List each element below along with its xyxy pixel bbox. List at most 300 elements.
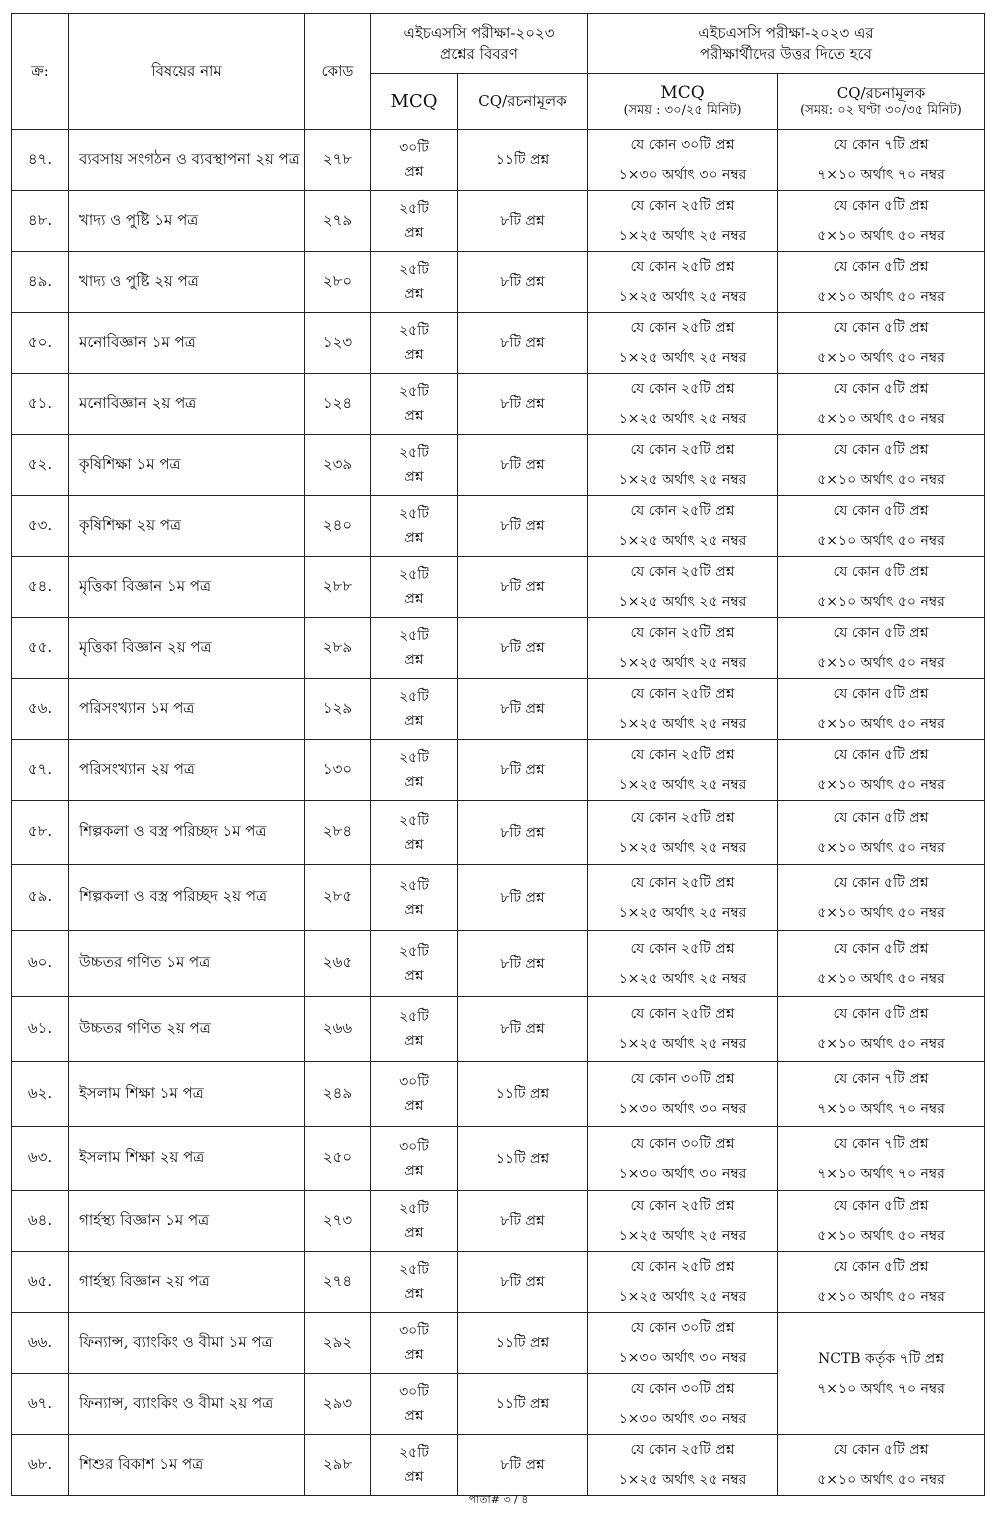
serial-cell: ৫৭. bbox=[12, 740, 69, 801]
mcq-count-cell-line1: ৩০টি bbox=[399, 1074, 429, 1090]
answer-cq-cell-line2: ৭×১০ অর্থাৎ ৭০ নম্বর bbox=[817, 1380, 945, 1397]
cq-count-cell: ৮টি প্রশ্ন bbox=[458, 618, 588, 679]
cq-count-cell: ৮টি প্রশ্ন bbox=[458, 1435, 588, 1496]
answer-cq-cell bbox=[778, 1313, 985, 1435]
answer-cq-cell bbox=[778, 435, 985, 496]
mcq-count-cell-line2: প্রশ্ন bbox=[404, 1347, 424, 1363]
answer-cq-cell-line1: যে কোন ৫টি প্রশ্ন bbox=[833, 809, 929, 826]
mcq-count-cell bbox=[371, 997, 458, 1062]
answer-mcq-cell bbox=[588, 435, 778, 496]
serial-cell: ৪৭. bbox=[12, 130, 69, 191]
table-row bbox=[12, 1062, 985, 1127]
table-row bbox=[12, 1127, 985, 1191]
subject-cell: উচ্চতর গণিত ২য় পত্র bbox=[69, 997, 305, 1062]
subject-cell: শিশুর বিকাশ ১ম পত্র bbox=[69, 1435, 305, 1496]
table-row bbox=[12, 865, 985, 931]
answer-mcq-cell bbox=[588, 740, 778, 801]
cq-count-cell: ৮টি প্রশ্ন bbox=[458, 252, 588, 313]
cq-count-cell: ৮টি প্রশ্ন bbox=[458, 313, 588, 374]
answer-cq-cell-line1: যে কোন ৫টি প্রশ্ন bbox=[833, 320, 929, 336]
answer-mcq-cell-line2: ১×২৫ অর্থাৎ ২৫ নম্বর bbox=[618, 533, 747, 549]
answer-cq-cell-line1: যে কোন ৭টি প্রশ্ন bbox=[833, 1071, 929, 1087]
table-row bbox=[12, 252, 985, 313]
answer-mcq-cell bbox=[588, 1062, 778, 1127]
table-row bbox=[12, 1252, 985, 1313]
mcq-count-cell-line2: প্রশ্ন bbox=[404, 836, 424, 853]
answer-cq-cell-line1: যে কোন ৫টি প্রশ্ন bbox=[833, 1006, 929, 1022]
header-group1-line1: এইচএসসি পরীক্ষা-২০২৩ bbox=[403, 23, 555, 42]
cq-count-cell: ১১টি প্রশ্ন bbox=[458, 1127, 588, 1191]
mcq-count-cell-line1: ২৫টি bbox=[399, 1262, 429, 1278]
table-row bbox=[12, 435, 985, 496]
answer-mcq-cell-line1: যে কোন ২৫টি প্রশ্ন bbox=[630, 442, 735, 458]
mcq-count-cell bbox=[371, 374, 458, 435]
mcq-count-cell bbox=[371, 931, 458, 997]
header-cq: CQ/রচনামূলক bbox=[458, 74, 588, 130]
answer-cq-cell bbox=[778, 618, 985, 679]
mcq-count-cell-line2: প্রশ্ন bbox=[404, 1286, 424, 1302]
mcq-count-cell bbox=[371, 496, 458, 557]
answer-mcq-cell bbox=[588, 130, 778, 191]
answer-mcq-cell-line1: যে কোন ২৫টি প্রশ্ন bbox=[630, 381, 735, 397]
answer-mcq-cell-line2: ১×২৫ অর্থাৎ ২৫ নম্বর bbox=[618, 839, 747, 856]
mcq-count-cell-line1: ৩০টি bbox=[399, 1323, 429, 1339]
table-row bbox=[12, 1191, 985, 1252]
code-cell: ২৮৮ bbox=[305, 557, 371, 618]
mcq-count-cell-line2: প্রশ্ন bbox=[404, 967, 424, 984]
mcq-count-cell-line1: ২৫টি bbox=[399, 323, 429, 339]
answer-cq-cell-line1: যে কোন ৫টি প্রশ্ন bbox=[833, 874, 929, 891]
answer-cq-cell-line1: যে কোন ৫টি প্রশ্ন bbox=[833, 442, 929, 458]
answer-mcq-cell-line2: ১×২৫ অর্থাৎ ২৫ নম্বর bbox=[618, 970, 747, 987]
answer-mcq-cell-line1: যে কোন ২৫টি প্রশ্ন bbox=[630, 625, 735, 641]
answer-cq-cell-line2: ৫×১০ অর্থাৎ ৫০ নম্বর bbox=[817, 1289, 945, 1305]
answer-cq-cell bbox=[778, 496, 985, 557]
answer-mcq-cell-line2: ১×২৫ অর্থাৎ ২৫ নম্বর bbox=[618, 777, 747, 793]
answer-cq-cell bbox=[778, 679, 985, 740]
answer-mcq-cell-line2: ১×২৫ অর্থাৎ ২৫ নম্বর bbox=[618, 655, 747, 671]
mcq-count-cell-line2: প্রশ্ন bbox=[404, 652, 424, 668]
exam-table bbox=[11, 13, 985, 1496]
header-answer-mcq-time: (সময় : ৩০/২৫ মিনিট) bbox=[623, 102, 742, 118]
cq-count-cell: ৮টি প্রশ্ন bbox=[458, 931, 588, 997]
mcq-count-cell bbox=[371, 557, 458, 618]
answer-cq-cell-line1: যে কোন ৭টি প্রশ্ন bbox=[833, 137, 929, 153]
code-cell: ২৬৫ bbox=[305, 931, 371, 997]
mcq-count-cell-line2: প্রশ্ন bbox=[404, 347, 424, 363]
code-cell: ১৩০ bbox=[305, 740, 371, 801]
answer-cq-cell bbox=[778, 740, 985, 801]
serial-cell: ৫৮. bbox=[12, 801, 69, 865]
serial-cell: ৬৩. bbox=[12, 1127, 69, 1191]
table-row bbox=[12, 313, 985, 374]
answer-mcq-cell bbox=[588, 1313, 778, 1374]
serial-cell: ৪৯. bbox=[12, 252, 69, 313]
subject-cell: মৃত্তিকা বিজ্ঞান ২য় পত্র bbox=[69, 618, 305, 679]
code-cell: ১২৩ bbox=[305, 313, 371, 374]
answer-mcq-cell-line2: ১×২৫ অর্থাৎ ২৫ নম্বর bbox=[618, 411, 747, 427]
mcq-count-cell-line2: প্রশ্ন bbox=[404, 1225, 424, 1241]
subject-cell: শিল্পকলা ও বস্ত্র পরিচ্ছদ ১ম পত্র bbox=[69, 801, 305, 865]
answer-cq-cell-line1: যে কোন ৫টি প্রশ্ন bbox=[833, 1259, 929, 1275]
cq-count-cell: ৮টি প্রশ্ন bbox=[458, 557, 588, 618]
header-serial: ক্র: bbox=[12, 14, 69, 130]
answer-cq-cell-line1: যে কোন ৭টি প্রশ্ন bbox=[833, 1135, 929, 1152]
subject-cell: মৃত্তিকা বিজ্ঞান ১ম পত্র bbox=[69, 557, 305, 618]
cq-count-cell: ৮টি প্রশ্ন bbox=[458, 801, 588, 865]
answer-mcq-cell-line1: যে কোন ৩০টি প্রশ্ন bbox=[630, 137, 735, 153]
table-row bbox=[12, 1313, 985, 1374]
cq-count-cell: ৮টি প্রশ্ন bbox=[458, 374, 588, 435]
answer-cq-cell bbox=[778, 865, 985, 931]
mcq-count-cell-line1: ২৫টি bbox=[399, 201, 429, 217]
mcq-count-cell bbox=[371, 1313, 458, 1374]
subject-cell: ব্যবসায় সংগঠন ও ব্যবস্থাপনা ২য় পত্র bbox=[69, 130, 305, 191]
answer-mcq-cell-line1: যে কোন ২৫টি প্রশ্ন bbox=[630, 874, 735, 891]
mcq-count-cell-line2: প্রশ্ন bbox=[404, 408, 424, 424]
answer-cq-cell-line2: ৫×১০ অর্থাৎ ৫০ নম্বর bbox=[817, 594, 945, 610]
answer-mcq-cell-line1: যে কোন ২৫টি প্রশ্ন bbox=[630, 1259, 735, 1275]
answer-cq-cell-line1: NCTB কর্তৃক ৭টি প্রশ্ন bbox=[817, 1350, 945, 1367]
mcq-count-cell-line1: ২৫টি bbox=[399, 445, 429, 461]
cq-count-cell: ৮টি প্রশ্ন bbox=[458, 865, 588, 931]
code-cell: ২৩৯ bbox=[305, 435, 371, 496]
answer-mcq-cell-line2: ১×২৫ অর্থাৎ ২৫ নম্বর bbox=[618, 1228, 747, 1244]
header-answer-mcq-label: MCQ bbox=[660, 82, 705, 103]
table-row bbox=[12, 740, 985, 801]
subject-cell: পরিসংখ্যান ২য় পত্র bbox=[69, 740, 305, 801]
answer-mcq-cell-line1: যে কোন ২৫টি প্রশ্ন bbox=[630, 1442, 735, 1458]
answer-mcq-cell bbox=[588, 557, 778, 618]
answer-cq-cell-line2: ৫×১০ অর্থাৎ ৫০ নম্বর bbox=[817, 1472, 945, 1488]
answer-cq-cell-line1: যে কোন ৫টি প্রশ্ন bbox=[833, 940, 929, 957]
table-row bbox=[12, 801, 985, 865]
answer-mcq-cell bbox=[588, 1435, 778, 1496]
answer-cq-cell-line2: ৫×১০ অর্থাৎ ৫০ নম্বর bbox=[817, 289, 945, 305]
cq-count-cell: ৮টি প্রশ্ন bbox=[458, 997, 588, 1062]
serial-cell: ৬৫. bbox=[12, 1252, 69, 1313]
answer-mcq-cell-line1: যে কোন ২৫টি প্রশ্ন bbox=[630, 320, 735, 336]
cq-count-cell: ১১টি প্রশ্ন bbox=[458, 1313, 588, 1374]
subject-cell: কৃষিশিক্ষা ২য় পত্র bbox=[69, 496, 305, 557]
answer-mcq-cell-line1: যে কোন ২৫টি প্রশ্ন bbox=[630, 564, 735, 580]
answer-cq-cell-line1: যে কোন ৫টি প্রশ্ন bbox=[833, 198, 929, 214]
answer-cq-cell-line1: যে কোন ৫টি প্রশ্ন bbox=[833, 1198, 929, 1214]
code-cell: ২৭৮ bbox=[305, 130, 371, 191]
serial-cell: ৫২. bbox=[12, 435, 69, 496]
answer-mcq-cell-line1: যে কোন ২৫টি প্রশ্ন bbox=[630, 809, 735, 826]
answer-cq-cell-line2: ৭×১০ অর্থাৎ ৭০ নম্বর bbox=[817, 1101, 945, 1117]
table-row bbox=[12, 130, 985, 191]
mcq-count-cell-line2: প্রশ্ন bbox=[404, 469, 424, 485]
answer-cq-cell-line2: ৫×১০ অর্থাৎ ৫০ নম্বর bbox=[817, 1228, 945, 1244]
serial-cell: ৬২. bbox=[12, 1062, 69, 1127]
subject-cell: খাদ্য ও পুষ্টি ২য় পত্র bbox=[69, 252, 305, 313]
mcq-count-cell-line1: ২৫টি bbox=[399, 1201, 429, 1217]
answer-cq-cell bbox=[778, 130, 985, 191]
mcq-count-cell-line2: প্রশ্ন bbox=[404, 1098, 424, 1114]
subject-cell: ইসলাম শিক্ষা ২য় পত্র bbox=[69, 1127, 305, 1191]
answer-mcq-cell bbox=[588, 191, 778, 252]
answer-cq-cell bbox=[778, 1191, 985, 1252]
header-question-details bbox=[371, 14, 588, 74]
answer-mcq-cell-line2: ১×৩০ অর্থাৎ ৩০ নম্বর bbox=[618, 167, 747, 183]
answer-mcq-cell-line1: যে কোন ৩০টি প্রশ্ন bbox=[630, 1071, 735, 1087]
code-cell: ২৭৪ bbox=[305, 1252, 371, 1313]
serial-cell: ৬৮. bbox=[12, 1435, 69, 1496]
answer-mcq-cell-line2: ১×২৫ অর্থাৎ ২৫ নম্বর bbox=[618, 904, 747, 921]
code-cell: ২৬৬ bbox=[305, 997, 371, 1062]
answer-mcq-cell-line2: ১×২৫ অর্থাৎ ২৫ নম্বর bbox=[618, 1036, 747, 1052]
answer-mcq-cell bbox=[588, 313, 778, 374]
cq-count-cell: ৮টি প্রশ্ন bbox=[458, 191, 588, 252]
mcq-count-cell-line1: ২৫টি bbox=[399, 262, 429, 278]
answer-mcq-cell-line1: যে কোন ২৫টি প্রশ্ন bbox=[630, 747, 735, 763]
answer-cq-cell bbox=[778, 997, 985, 1062]
serial-cell: ৬৪. bbox=[12, 1191, 69, 1252]
answer-mcq-cell-line1: যে কোন ২৫টি প্রশ্ন bbox=[630, 198, 735, 214]
subject-cell: শিল্পকলা ও বস্ত্র পরিচ্ছদ ২য় পত্র bbox=[69, 865, 305, 931]
mcq-count-cell-line2: প্রশ্ন bbox=[404, 591, 424, 607]
answer-cq-cell-line2: ৫×১০ অর্থাৎ ৫০ নম্বর bbox=[817, 777, 945, 793]
header-answer-mcq bbox=[588, 74, 778, 130]
answer-cq-cell-line2: ৫×১০ অর্থাৎ ৫০ নম্বর bbox=[817, 970, 945, 987]
serial-cell: ৪৮. bbox=[12, 191, 69, 252]
answer-cq-cell bbox=[778, 191, 985, 252]
answer-mcq-cell-line2: ১×৩০ অর্থাৎ ৩০ নম্বর bbox=[618, 1350, 747, 1366]
answer-mcq-cell-line2: ১×২৫ অর্থাৎ ২৫ নম্বর bbox=[618, 289, 747, 305]
subject-cell: ফিন্যান্স, ব্যাংকিং ও বীমা ২য় পত্র bbox=[69, 1374, 305, 1435]
table-row bbox=[12, 618, 985, 679]
mcq-count-cell bbox=[371, 1062, 458, 1127]
header-answer-requirement bbox=[588, 14, 985, 74]
answer-cq-cell bbox=[778, 1062, 985, 1127]
mcq-count-cell-line1: ২৫টি bbox=[399, 812, 429, 829]
answer-cq-cell-line2: ৫×১০ অর্থাৎ ৫০ নম্বর bbox=[817, 228, 945, 244]
answer-cq-cell-line2: ৫×১০ অর্থাৎ ৫০ নম্বর bbox=[817, 1036, 945, 1052]
mcq-count-cell-line2: প্রশ্ন bbox=[404, 164, 424, 180]
code-cell: ১২৪ bbox=[305, 374, 371, 435]
serial-cell: ৫১. bbox=[12, 374, 69, 435]
header-mcq: MCQ bbox=[371, 74, 458, 130]
cq-count-cell: ৮টি প্রশ্ন bbox=[458, 740, 588, 801]
mcq-count-cell-line1: ২৫টি bbox=[399, 1445, 429, 1461]
answer-mcq-cell-line1: যে কোন ২৫টি প্রশ্ন bbox=[630, 1006, 735, 1022]
cq-count-cell: ৮টি প্রশ্ন bbox=[458, 679, 588, 740]
answer-cq-cell bbox=[778, 557, 985, 618]
mcq-count-cell bbox=[371, 191, 458, 252]
answer-mcq-cell-line1: যে কোন ২৫টি প্রশ্ন bbox=[630, 1198, 735, 1214]
mcq-count-cell-line2: প্রশ্ন bbox=[404, 1033, 424, 1049]
code-cell: ২৮৫ bbox=[305, 865, 371, 931]
answer-mcq-cell-line1: যে কোন ৩০টি প্রশ্ন bbox=[630, 1320, 735, 1336]
answer-mcq-cell bbox=[588, 496, 778, 557]
answer-mcq-cell-line2: ১×২৫ অর্থাৎ ২৫ নম্বর bbox=[618, 594, 747, 610]
serial-cell: ৫০. bbox=[12, 313, 69, 374]
answer-mcq-cell bbox=[588, 997, 778, 1062]
answer-cq-cell-line2: ৫×১০ অর্থাৎ ৫০ নম্বর bbox=[817, 533, 945, 549]
table-row bbox=[12, 557, 985, 618]
answer-cq-cell-line1: যে কোন ৫টি প্রশ্ন bbox=[833, 503, 929, 519]
subject-cell: মনোবিজ্ঞান ১ম পত্র bbox=[69, 313, 305, 374]
header-group2-line1: এইচএসসি পরীক্ষা-২০২৩ এর bbox=[698, 23, 874, 42]
mcq-count-cell-line1: ২৫টি bbox=[399, 1009, 429, 1025]
mcq-count-cell-line1: ২৫টি bbox=[399, 750, 429, 766]
answer-cq-cell-line2: ৫×১০ অর্থাৎ ৫০ নম্বর bbox=[817, 655, 945, 671]
cq-count-cell: ৮টি প্রশ্ন bbox=[458, 1191, 588, 1252]
answer-cq-cell bbox=[778, 801, 985, 865]
subject-cell: উচ্চতর গণিত ১ম পত্র bbox=[69, 931, 305, 997]
answer-cq-cell-line2: ৫×১০ অর্থাৎ ৫০ নম্বর bbox=[817, 839, 945, 856]
cq-count-cell: ৮টি প্রশ্ন bbox=[458, 496, 588, 557]
answer-mcq-cell-line1: যে কোন ২৫টি প্রশ্ন bbox=[630, 503, 735, 519]
mcq-count-cell bbox=[371, 740, 458, 801]
code-cell: ২৭৯ bbox=[305, 191, 371, 252]
subject-cell: পরিসংখ্যান ১ম পত্র bbox=[69, 679, 305, 740]
answer-cq-cell-line2: ৫×১০ অর্থাৎ ৫০ নম্বর bbox=[817, 716, 945, 732]
answer-cq-cell-line1: যে কোন ৫টি প্রশ্ন bbox=[833, 686, 929, 702]
answer-mcq-cell-line2: ১×৩০ অর্থাৎ ৩০ নম্বর bbox=[618, 1101, 747, 1117]
answer-cq-cell-line1: যে কোন ৫টি প্রশ্ন bbox=[833, 564, 929, 580]
answer-mcq-cell bbox=[588, 1374, 778, 1435]
header-answer-cq-label: CQ/রচনামূলক bbox=[836, 83, 926, 102]
answer-cq-cell bbox=[778, 374, 985, 435]
answer-mcq-cell-line2: ১×২৫ অর্থাৎ ২৫ নম্বর bbox=[618, 716, 747, 732]
serial-cell: ৫৪. bbox=[12, 557, 69, 618]
answer-cq-cell bbox=[778, 1435, 985, 1496]
mcq-count-cell-line1: ২৫টি bbox=[399, 506, 429, 522]
mcq-count-cell bbox=[371, 1374, 458, 1435]
answer-mcq-cell bbox=[588, 1252, 778, 1313]
serial-cell: ৫৯. bbox=[12, 865, 69, 931]
mcq-count-cell bbox=[371, 313, 458, 374]
mcq-count-cell-line1: ২৫টি bbox=[399, 384, 429, 400]
table-row bbox=[12, 191, 985, 252]
code-cell: ২৮০ bbox=[305, 252, 371, 313]
subject-cell: গার্হস্থ্য বিজ্ঞান ১ম পত্র bbox=[69, 1191, 305, 1252]
mcq-count-cell-line1: ৩০টি bbox=[399, 1384, 429, 1400]
header-subject: বিষয়ের নাম bbox=[69, 14, 305, 130]
answer-mcq-cell-line2: ১×২৫ অর্থাৎ ২৫ নম্বর bbox=[618, 350, 747, 366]
cq-count-cell: ১১টি প্রশ্ন bbox=[458, 1062, 588, 1127]
subject-cell: মনোবিজ্ঞান ২য় পত্র bbox=[69, 374, 305, 435]
header-code: কোড bbox=[305, 14, 371, 130]
subject-cell: ফিন্যান্স, ব্যাংকিং ও বীমা ১ম পত্র bbox=[69, 1313, 305, 1374]
code-cell: ২৮৯ bbox=[305, 618, 371, 679]
mcq-count-cell bbox=[371, 679, 458, 740]
answer-mcq-cell-line1: যে কোন ২৫টি প্রশ্ন bbox=[630, 940, 735, 957]
answer-cq-cell-line2: ৭×১০ অর্থাৎ ৭০ নম্বর bbox=[817, 1165, 945, 1182]
table-row bbox=[12, 931, 985, 997]
subject-cell: খাদ্য ও পুষ্টি ১ম পত্র bbox=[69, 191, 305, 252]
mcq-count-cell bbox=[371, 1435, 458, 1496]
serial-cell: ৬১. bbox=[12, 997, 69, 1062]
cq-count-cell: ১১টি প্রশ্ন bbox=[458, 1374, 588, 1435]
mcq-count-cell-line2: প্রশ্ন bbox=[404, 1469, 424, 1485]
mcq-count-cell bbox=[371, 435, 458, 496]
answer-cq-cell-line1: যে কোন ৫টি প্রশ্ন bbox=[833, 1442, 929, 1458]
answer-mcq-cell bbox=[588, 679, 778, 740]
header-group1-line2: প্রশ্নের বিবরণ bbox=[440, 44, 518, 63]
answer-mcq-cell-line1: যে কোন ৩০টি প্রশ্ন bbox=[630, 1135, 735, 1152]
serial-cell: ৬০. bbox=[12, 931, 69, 997]
answer-cq-cell-line2: ৫×১০ অর্থাৎ ৫০ নম্বর bbox=[817, 472, 945, 488]
page-number: পাতা# ৩ / ৪ bbox=[468, 1493, 529, 1506]
mcq-count-cell-line2: প্রশ্ন bbox=[404, 774, 424, 790]
answer-mcq-cell bbox=[588, 865, 778, 931]
answer-mcq-cell-line2: ১×২৫ অর্থাৎ ২৫ নম্বর bbox=[618, 472, 747, 488]
mcq-count-cell-line2: প্রশ্ন bbox=[404, 1162, 424, 1179]
answer-cq-cell bbox=[778, 1127, 985, 1191]
mcq-count-cell-line1: ২৫টি bbox=[399, 567, 429, 583]
mcq-count-cell-line1: ২৫টি bbox=[399, 628, 429, 644]
serial-cell: ৫৫. bbox=[12, 618, 69, 679]
mcq-count-cell bbox=[371, 130, 458, 191]
cq-count-cell: ১১টি প্রশ্ন bbox=[458, 130, 588, 191]
answer-mcq-cell bbox=[588, 1191, 778, 1252]
answer-cq-cell-line1: যে কোন ৫টি প্রশ্ন bbox=[833, 381, 929, 397]
answer-cq-cell bbox=[778, 931, 985, 997]
mcq-count-cell bbox=[371, 865, 458, 931]
mcq-count-cell-line2: প্রশ্ন bbox=[404, 286, 424, 302]
mcq-count-cell-line2: প্রশ্ন bbox=[404, 225, 424, 241]
cq-count-cell: ৮টি প্রশ্ন bbox=[458, 1252, 588, 1313]
mcq-count-cell bbox=[371, 801, 458, 865]
mcq-count-cell bbox=[371, 1127, 458, 1191]
answer-cq-cell-line1: যে কোন ৫টি প্রশ্ন bbox=[833, 747, 929, 763]
header-group2-line2: পরীক্ষার্থীদের উত্তর দিতে হবে bbox=[699, 44, 873, 63]
answer-cq-cell-line1: যে কোন ৫টি প্রশ্ন bbox=[833, 625, 929, 641]
mcq-count-cell bbox=[371, 252, 458, 313]
mcq-count-cell-line1: ২৫টি bbox=[399, 943, 429, 960]
answer-mcq-cell-line2: ১×২৫ অর্থাৎ ২৫ নম্বর bbox=[618, 228, 747, 244]
table-row bbox=[12, 997, 985, 1062]
answer-mcq-cell-line1: যে কোন ২৫টি প্রশ্ন bbox=[630, 259, 735, 275]
answer-cq-cell-line2: ৭×১০ অর্থাৎ ৭০ নম্বর bbox=[817, 167, 945, 183]
answer-mcq-cell bbox=[588, 618, 778, 679]
mcq-count-cell bbox=[371, 618, 458, 679]
answer-mcq-cell bbox=[588, 1127, 778, 1191]
header-answer-cq bbox=[778, 74, 985, 130]
answer-cq-cell bbox=[778, 252, 985, 313]
code-cell: ২৫০ bbox=[305, 1127, 371, 1191]
answer-cq-cell bbox=[778, 313, 985, 374]
answer-mcq-cell-line2: ১×২৫ অর্থাৎ ২৫ নম্বর bbox=[618, 1472, 747, 1488]
cq-count-cell: ৮টি প্রশ্ন bbox=[458, 435, 588, 496]
answer-mcq-cell-line2: ১×৩০ অর্থাৎ ৩০ নম্বর bbox=[618, 1411, 747, 1427]
mcq-count-cell-line1: ৩০টি bbox=[399, 140, 429, 156]
serial-cell: ৫৩. bbox=[12, 496, 69, 557]
answer-mcq-cell bbox=[588, 374, 778, 435]
code-cell: ২৪০ bbox=[305, 496, 371, 557]
table-row bbox=[12, 679, 985, 740]
mcq-count-cell-line2: প্রশ্ন bbox=[404, 901, 424, 918]
subject-cell: গার্হস্থ্য বিজ্ঞান ২য় পত্র bbox=[69, 1252, 305, 1313]
answer-mcq-cell-line2: ১×৩০ অর্থাৎ ৩০ নম্বর bbox=[618, 1165, 747, 1182]
answer-cq-cell-line2: ৫×১০ অর্থাৎ ৫০ নম্বর bbox=[817, 411, 945, 427]
serial-cell: ৬৭. bbox=[12, 1374, 69, 1435]
answer-mcq-cell-line2: ১×২৫ অর্থাৎ ২৫ নম্বর bbox=[618, 1289, 747, 1305]
code-cell: ২৯২ bbox=[305, 1313, 371, 1374]
code-cell: ২৯৩ bbox=[305, 1374, 371, 1435]
answer-mcq-cell bbox=[588, 801, 778, 865]
answer-mcq-cell-line1: যে কোন ৩০টি প্রশ্ন bbox=[630, 1381, 735, 1397]
code-cell: ২৯৮ bbox=[305, 1435, 371, 1496]
code-cell: ২৪৯ bbox=[305, 1062, 371, 1127]
answer-cq-cell-line2: ৫×১০ অর্থাৎ ৫০ নম্বর bbox=[817, 904, 945, 921]
answer-mcq-cell bbox=[588, 252, 778, 313]
serial-cell: ৬৬. bbox=[12, 1313, 69, 1374]
